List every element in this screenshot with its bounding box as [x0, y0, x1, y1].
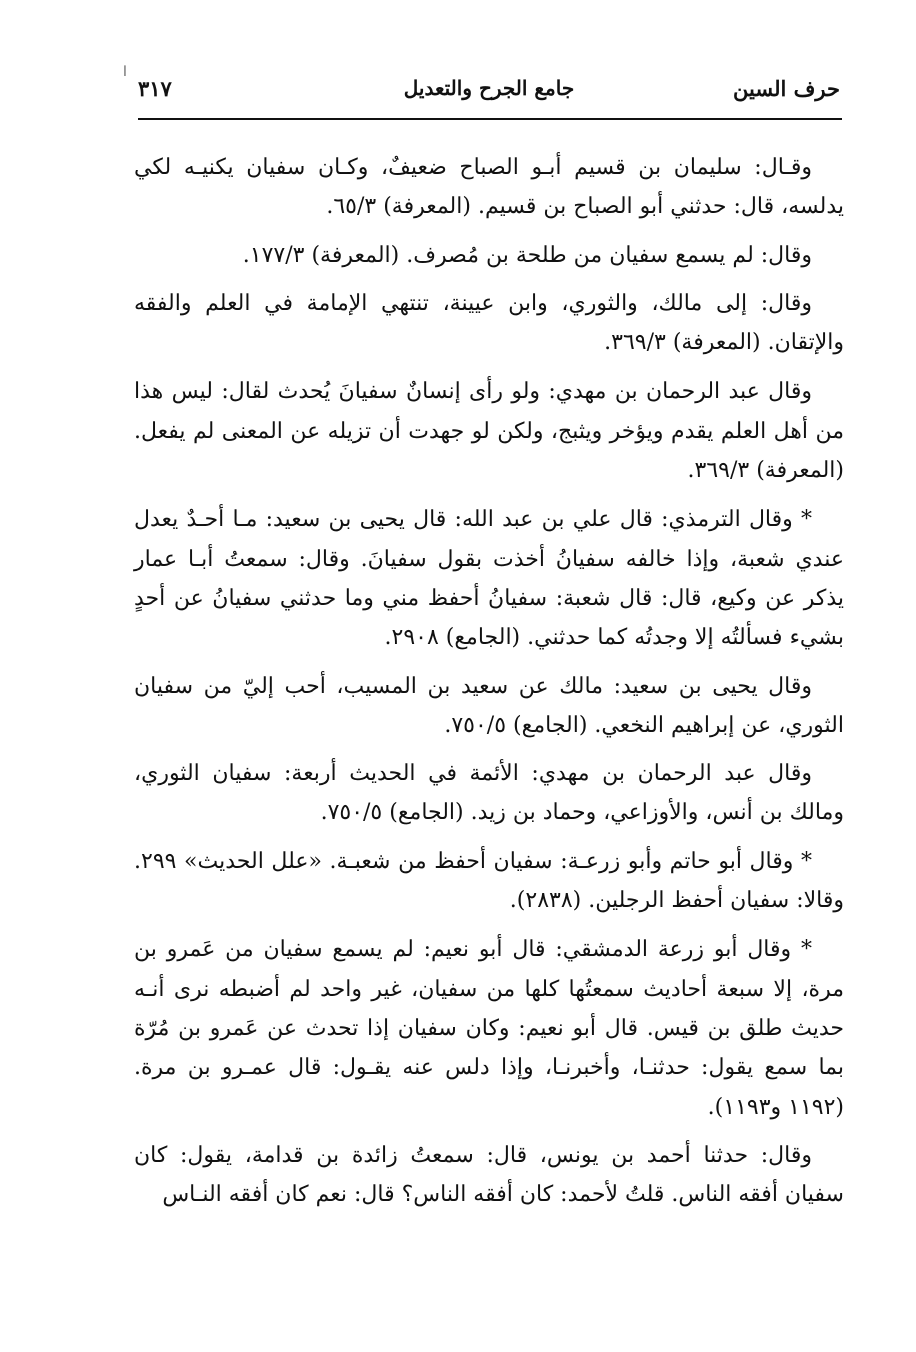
- book-title: جامع الجرح والتعديل: [403, 76, 575, 100]
- paragraph: وقال: لم يسمع سفيان من طلحة بن مُصرف. (المعرفة) ١٧٧/٣.: [242, 242, 812, 268]
- paragraph: وقال عبد الرحمان بن مهدي: ولو رأى إنسانٌ سفيانَ يُحدث لقال: ليس هذا من أهل العلم يقدم ويؤخر ويثبج، ولكن لو جهدت أن تزيله عن المعنى لم يفعل. (المعرفة) ٣٦٩/٣.: [134, 379, 844, 484]
- running-header: [138, 66, 840, 110]
- paragraph: * وقال أبو حاتم وأبو زرعـة: سفيان أحفظ من شعبـة. «علل الحديث» ٢٩٩. وقالا: سفيان أحفظ الرجلين. (٢٨٣٨).: [134, 848, 844, 914]
- header-divider: [138, 118, 842, 120]
- paragraph: * وقال الترمذي: قال علي بن عبد الله: قال يحيى بن سعيد: مـا أحـدٌ يعدل عندي شعبة، وإذا خالفه سفيانُ أخذت بقول سفيانَ. وقال: سمعتُ أبـا عمار يذكر عن وكيع، قال: قال شعبة: سفيانُ أحفظ مني وما حدثني سفيانُ عن أحدٍ بشيء فسألتُه إلا وجدتُه كما حدثني. (الجامع) ٢٩٠٨.: [134, 507, 844, 651]
- page-body: [134, 148, 844, 1223]
- paragraph: وقـال: سليمان بن قسيم أبـو الصباح ضعيفٌ، وكـان سفيان يكنيـه لكي يدلسه، قال: حدثني أبو الصباح بن قسيم. (المعرفة) ٦٥/٣.: [134, 155, 844, 220]
- paragraph: وقال عبد الرحمان بن مهدي: الأئمة في الحديث أربعة: سفيان الثوري، ومالك بن أنس، والأوزاعي، وحماد بن زيد. (الجامع) ٧٥٠/٥.: [134, 761, 844, 826]
- paragraph: وقال: إلى مالك، والثوري، وابن عيينة، تنتهي الإمامة في العلم والفقه والإتقان. (المعرفة) ٣٦٩/٣.: [134, 290, 844, 356]
- paragraph: * وقال أبو زرعة الدمشقي: قال أبو نعيم: لم يسمع سفيان من عَمرو بن مرة، إلا سبعة أحاديث سمعتُها كلها من سفيان، غير واحد لم أضبطه نرى أنـه حديث طلق بن قيس. قال أبو نعيم: وكان سفيان إذا تحدث عن عَمرو بن مُرّة بما سمع يقول: حدثنـا، وأخبرنـا، وإذا دلس عنه يقـول: قال عمـرو بن مرة. (١١٩٢ و١١٩٣).: [134, 937, 844, 1120]
- page-number: ٣١٧: [138, 75, 172, 101]
- margin-mark: ا: [123, 64, 127, 80]
- chapter-title: حرف السين: [733, 75, 840, 101]
- paragraph: وقال يحيى بن سعيد: مالك عن سعيد بن المسيب، أحب إليّ من سفيان الثوري، عن إبراهيم النخعي. (الجامع) ٧٥٠/٥.: [134, 673, 844, 738]
- paragraph: وقال: حدثنا أحمد بن يونس، قال: سمعتُ زائدة بن قدامة، يقول: كان سفيان أفقه الناس. قلتُ لأحمد: كان أفقه الناس؟ قال: نعم كان أفقه النـاس: [134, 1142, 844, 1208]
